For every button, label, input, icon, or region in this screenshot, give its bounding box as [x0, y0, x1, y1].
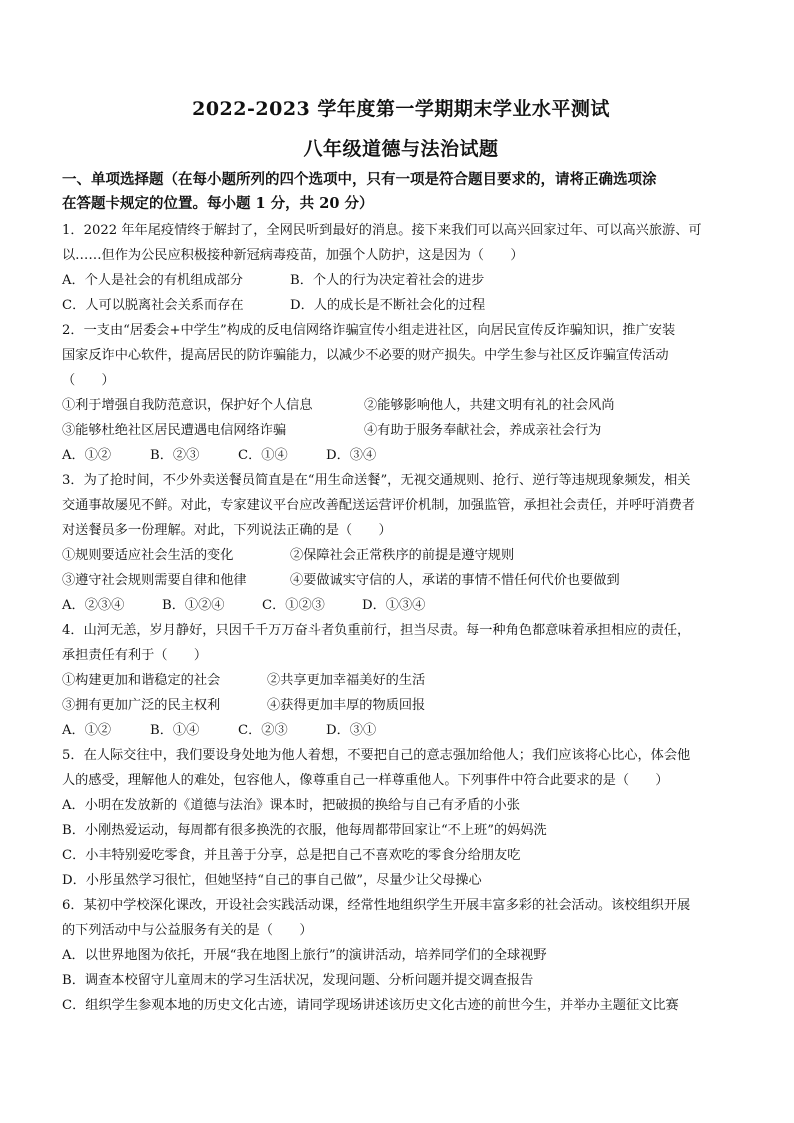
statement-3: ③拥有更加广泛的民主权利	[62, 698, 221, 713]
question-stem: 人的感受，理解他人的难处，包容他人，像尊重自己一样尊重他人。下列事件中符合此要求的是（ ）	[62, 773, 669, 788]
exam-title: 2022-2023 学年度第一学期期末学业水平测试	[192, 98, 610, 120]
question-stem: 承担责任有利于（ ）	[62, 648, 208, 663]
option-c[interactable]: C．组织学生参观本地的历史文化古迹，请同学现场讲述该历史文化古迹的前世今生，并举办主题征文比赛	[62, 998, 679, 1013]
question-stem: 5．在人际交往中，我们要设身处地为他人着想，不要把自己的意志强加给他人；我们应该将心比心，体会他	[62, 748, 691, 763]
question-2	[62, 318, 740, 468]
statement-4: ④要做诚实守信的人，承诺的事情不惜任何代价也要做到	[290, 573, 620, 588]
option-c[interactable]: C．①④	[238, 448, 288, 463]
option-c[interactable]: C．①②③	[262, 598, 325, 613]
question-stem: 的下列活动中与公益服务有关的是（ ）	[62, 923, 313, 938]
statement-1: ①规则要适应社会生活的变化	[62, 548, 234, 563]
statement-2: ②保障社会正常秩序的前提是遵守规则	[290, 548, 515, 563]
option-b[interactable]: B．小刚热爱运动，每周都有很多换洗的衣服，他每周都带回家让“不上班”的妈妈洗	[62, 823, 547, 838]
option-b[interactable]: B．①④	[150, 723, 200, 738]
question-stem: 对送餐员多一份理解。对此，下列说法正确的是（ ）	[62, 523, 392, 538]
options-row	[62, 293, 740, 318]
question-stem: 国家反诈中心软件，提高居民的防诈骗能力，以减少不必要的财产损失。中学生参与社区反诈骗宣传活动	[62, 348, 669, 363]
option-d[interactable]: D．③④	[326, 448, 377, 463]
question-stem: 3．为了抢时间，不少外卖送餐员简直是在“用生命送餐”，无视交通规则、抢行、逆行等违规现象频发，相关	[62, 473, 691, 488]
options-row	[62, 443, 740, 468]
question-stem: 6．某初中学校深化课改，开设社会实践活动课，经常性地组织学生开展丰富多彩的社会活动。该校组织开展	[62, 898, 691, 913]
statements-row	[62, 543, 740, 568]
statement-2: ②共享更加幸福美好的生活	[267, 673, 426, 688]
option-b[interactable]: B．调查本校留守儿童周末的学习生活状况，发现问题、分析问题并提交调查报告	[62, 973, 534, 988]
statement-3: ③遵守社会规则需要自律和他律	[62, 573, 247, 588]
question-stem: （ ）	[62, 373, 115, 388]
statement-4: ④获得更加丰厚的物质回报	[267, 698, 426, 713]
option-d[interactable]: D．③①	[326, 723, 377, 738]
option-b[interactable]: B．②③	[150, 448, 200, 463]
option-d[interactable]: D．小彤虽然学习很忙，但她坚持“自己的事自己做”，尽量少让父母操心	[62, 873, 482, 888]
option-c[interactable]: C．小丰特别爱吃零食，并且善于分享，总是把自己不喜欢吃的零食分给朋友吃	[62, 848, 521, 863]
question-stem: 以……但作为公民应积极接种新冠病毒疫苗，加强个人防护，这是因为（ ）	[62, 248, 524, 263]
option-a[interactable]: A．①②	[62, 723, 112, 738]
question-1	[62, 218, 740, 318]
statements-row	[62, 568, 740, 593]
statement-4: ④有助于服务奉献社会，养成亲社会行为	[364, 423, 602, 438]
option-d[interactable]: D．①③④	[362, 598, 426, 613]
options-row	[62, 268, 740, 293]
statements-row	[62, 418, 740, 443]
option-a[interactable]: A．以世界地图为依托，开展“我在地图上旅行”的演讲活动，培养同学们的全球视野	[62, 948, 547, 963]
question-6	[62, 893, 740, 1018]
statements-row	[62, 693, 740, 718]
options-row	[62, 593, 740, 618]
statement-1: ①构建更加和谐稳定的社会	[62, 673, 221, 688]
option-d[interactable]: D．人的成长是不断社会化的过程	[290, 298, 486, 313]
statement-2: ②能够影响他人，共建文明有礼的社会风尚	[364, 398, 615, 413]
option-b[interactable]: B．①②④	[162, 598, 225, 613]
option-a[interactable]: A．个人是社会的有机组成部分	[62, 273, 243, 288]
question-stem: 4．山河无恙，岁月静好，只因千千万万奋斗者负重前行，担当尽责。每一种角色都意味着承担相应的责任，	[62, 623, 691, 638]
option-a[interactable]: A．②③④	[62, 598, 125, 613]
question-3	[62, 468, 740, 618]
question-stem: 交通事故屡见不鲜。对此，专家建议平台应改善配送运营评价机制，加强监管，承担社会责任，并呼吁消费者	[62, 498, 695, 513]
option-c[interactable]: C．②③	[238, 723, 288, 738]
question-stem: 2．一支由“居委会+中学生”构成的反电信网络诈骗宣传小组走进社区，向居民宣传反诈骗知识，推广安装	[62, 323, 676, 338]
question-4	[62, 618, 740, 743]
exam-subtitle: 八年级道德与法治试题	[303, 138, 499, 160]
statements-row	[62, 668, 740, 693]
options-row	[62, 718, 740, 743]
option-a[interactable]: A．①②	[62, 448, 112, 463]
section-heading: 一、单项选择题（在每小题所列的四个选项中，只有一项是符合题目要求的，请将正确选项涂 在答题卡规定的位置。每小题 1 分，共 20 分）	[62, 171, 657, 212]
statement-1: ①利于增强自我防范意识，保护好个人信息	[62, 398, 313, 413]
statements-row	[62, 393, 740, 418]
statement-3: ③能够杜绝社区居民遭遇电信网络诈骗	[62, 423, 287, 438]
question-stem: 1．2022 年年尾疫情终于解封了，全网民听到最好的消息。接下来我们可以高兴回家过年、可以高兴旅游、可	[62, 223, 702, 238]
option-c[interactable]: C．人可以脱离社会关系而存在	[62, 298, 244, 313]
option-b[interactable]: B．个人的行为决定着社会的进步	[290, 273, 485, 288]
exam-page	[62, 96, 740, 1018]
question-5	[62, 743, 740, 893]
option-a[interactable]: A．小明在发放新的《道德与法治》课本时，把破损的换给与自己有矛盾的小张	[62, 798, 520, 813]
